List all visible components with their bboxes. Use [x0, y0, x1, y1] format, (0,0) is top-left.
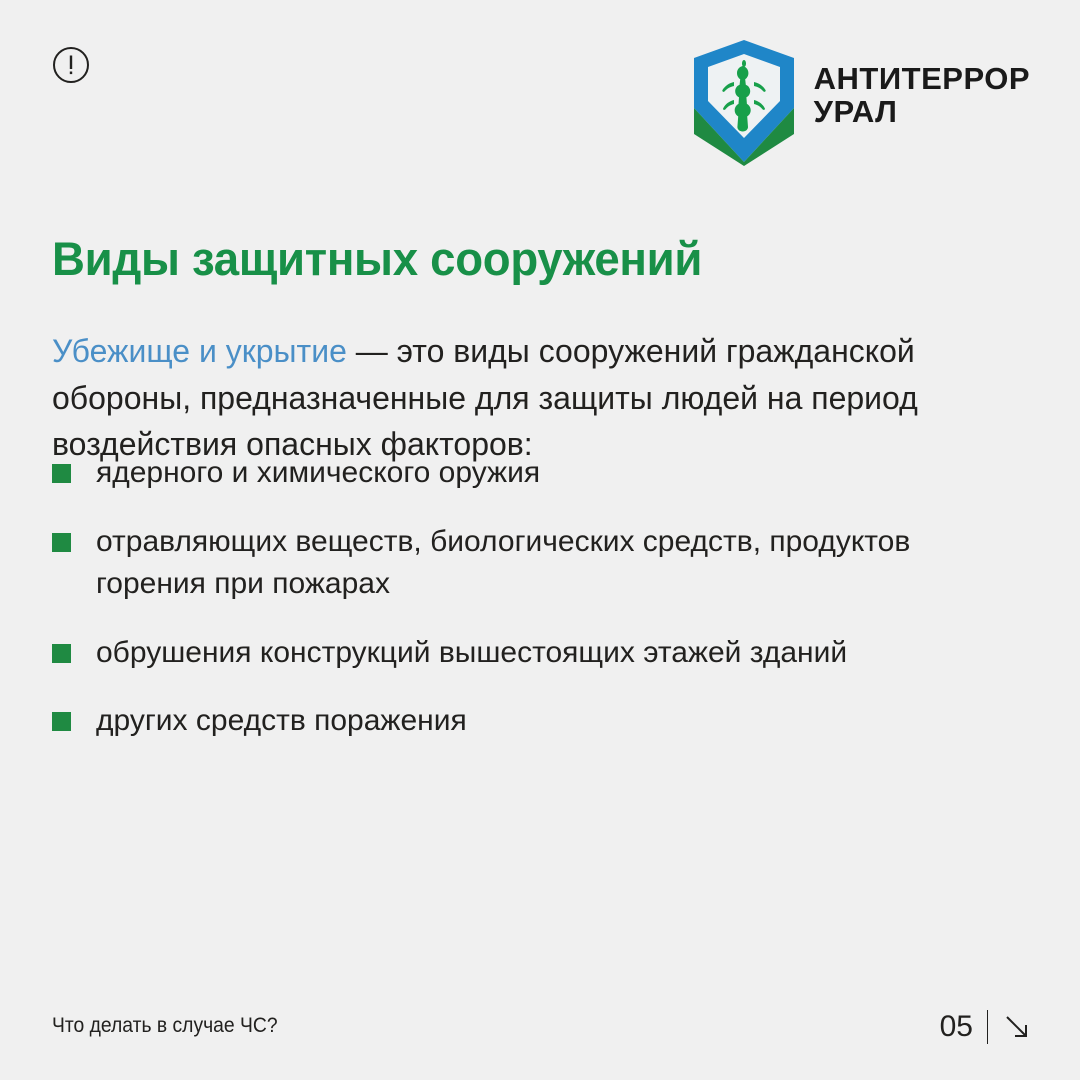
lead-paragraph — [52, 328, 982, 468]
page-title: Виды защитных сооружений — [52, 232, 703, 286]
footer-pager — [940, 1010, 1032, 1044]
square-bullet-icon — [52, 644, 71, 663]
list-item — [52, 632, 1012, 675]
square-bullet-icon — [52, 712, 71, 731]
list-item — [52, 700, 1012, 743]
brand-logo-line1: АНТИТЕРРОР — [813, 60, 1030, 96]
footer-divider — [987, 1010, 988, 1044]
footer-caption: Что делать в случае ЧС? — [52, 1014, 278, 1037]
brand-logo-line2: УРАЛ — [813, 94, 898, 129]
list-item — [52, 521, 1012, 606]
page-number: 05 — [939, 1010, 973, 1043]
list-item-label: ядерного и химического оружия — [96, 456, 541, 489]
shield-lizard-icon — [690, 38, 798, 166]
list-item-label: обрушения конструкций вышестоящих этажей зданий — [96, 635, 848, 669]
lead-rest: — это виды сооружений гражданской обороны, предназначенные для защиты людей на период воздействия опасных факторов: — [52, 333, 918, 463]
square-bullet-icon — [52, 533, 71, 552]
lead-highlight: Убежище и укрытие — [52, 333, 347, 369]
list-item-label: отравляющих веществ, биологических средств, продуктов горения при пожарах — [96, 524, 911, 601]
list-item — [52, 452, 1012, 495]
exclamation-mark-icon — [52, 46, 90, 84]
brand-logo — [690, 38, 1030, 166]
square-bullet-icon — [52, 464, 71, 483]
list-item-label: других средств поражения — [96, 704, 467, 738]
arrow-down-right-icon[interactable] — [1002, 1012, 1032, 1042]
bullet-list — [52, 452, 1012, 769]
brand-logo-text — [814, 62, 1030, 143]
